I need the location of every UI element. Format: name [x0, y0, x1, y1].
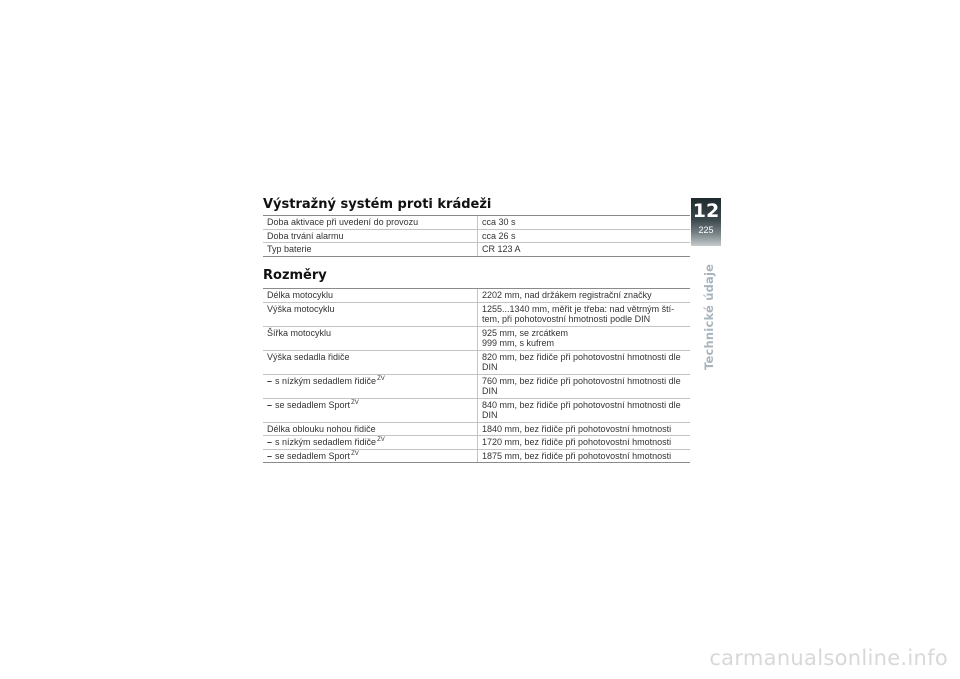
table-row: [263, 302, 690, 326]
spec-value: 1840 mm, bez řidiče při pohotovostní hmotnosti: [478, 422, 691, 436]
alarm-table: [263, 215, 690, 257]
spec-label: Výška motocyklu: [263, 302, 478, 326]
spec-value: cca 26 s: [478, 229, 691, 243]
spec-label: Výška sedadla řidiče: [263, 350, 478, 374]
spec-label: Šířka motocyklu: [263, 326, 478, 350]
watermark: carmanualsonline.info: [709, 646, 948, 670]
spec-value: 1720 mm, bez řidiče při pohotovostní hmotnosti: [478, 436, 691, 450]
table-row: [263, 326, 690, 350]
spec-value: 1875 mm, bez řidiče při pohotovostní hmotnosti: [478, 449, 691, 463]
optional-marker: ZV: [377, 437, 385, 443]
table-row: [263, 289, 690, 303]
chapter-number: 12: [692, 200, 720, 222]
dash-glyph: –: [267, 375, 273, 386]
spec-label: Doba aktivace při uvedení do provozu: [263, 216, 478, 230]
sub-label-text: se sedadlem Sport: [275, 450, 351, 461]
chapter-tab: [691, 198, 721, 246]
spec-label-sub: [263, 374, 478, 398]
optional-marker: ZV: [351, 450, 359, 457]
spec-label-sub: [263, 398, 478, 422]
spec-value: 2202 mm, nad držákem registrační značky: [478, 289, 691, 303]
spec-label: Délka oblouku nohou řidiče: [263, 422, 478, 436]
sub-label-text: s nízkým sedadlem řidiče: [275, 437, 377, 447]
table-row: [263, 398, 690, 422]
spec-value: CR 123 A: [478, 243, 691, 257]
spec-value: [478, 326, 691, 350]
section-title-dimensions: Rozměry: [263, 268, 327, 283]
chapter-side-label: Technické údaje: [702, 263, 716, 370]
optional-marker: ZV: [351, 399, 359, 406]
value-line: 999 mm, s kufrem: [482, 338, 555, 348]
spec-value: 820 mm, bez řidiče při pohotovostní hmotnosti dle DIN: [478, 350, 691, 374]
page-number: 225: [698, 225, 714, 235]
spec-label: Doba trvání alarmu: [263, 229, 478, 243]
spec-label: Typ baterie: [263, 243, 478, 257]
table-row: [263, 216, 690, 230]
table-row: [263, 350, 690, 374]
dash-glyph: –: [267, 437, 273, 447]
spec-value: 1255...1340 mm, měřit je třeba: nad větrným ští-tem, při pohotovostní hmotnosti podle DIN: [478, 302, 691, 326]
section-title-alarm: Výstražný systém proti krádeži: [263, 197, 492, 212]
spec-label-sub: [263, 449, 478, 463]
value-line: 925 mm, se zrcátkem: [482, 327, 569, 338]
sub-label-text: se sedadlem Sport: [275, 399, 351, 410]
spec-label: Délka motocyklu: [263, 289, 478, 303]
spec-value: 840 mm, bez řidiče při pohotovostní hmotnosti dle DIN: [478, 398, 691, 422]
spec-value: cca 30 s: [478, 216, 691, 230]
dash-glyph: –: [267, 399, 273, 410]
sub-label-text: s nízkým sedadlem řidiče: [275, 375, 377, 386]
table-row: [263, 449, 690, 463]
dimensions-table: [263, 288, 690, 463]
table-row: [263, 243, 690, 257]
table-row: [263, 436, 690, 450]
spec-value: 760 mm, bez řidiče při pohotovostní hmotnosti dle DIN: [478, 374, 691, 398]
table-row: [263, 374, 690, 398]
table-row: [263, 422, 690, 436]
spec-label-sub: [263, 436, 478, 450]
table-row: [263, 229, 690, 243]
dash-glyph: –: [267, 450, 273, 461]
optional-marker: ZV: [377, 375, 385, 382]
